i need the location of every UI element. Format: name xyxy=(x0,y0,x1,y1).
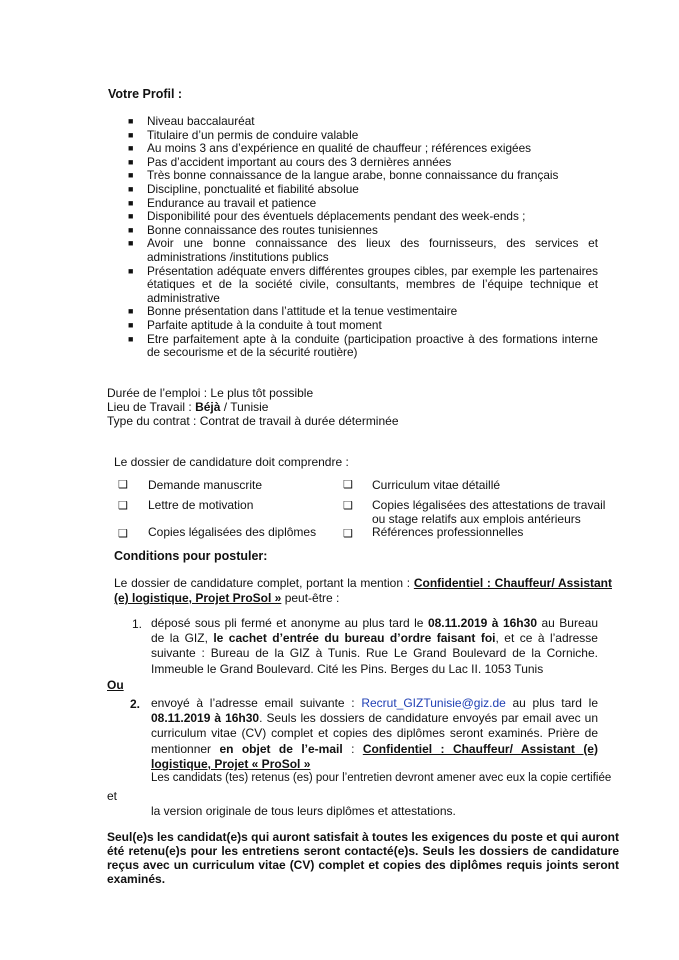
bullet-icon: ■ xyxy=(128,156,134,167)
list-item: ■ Au moins 3 ans d’expérience en qualité de chauffeur ; références exigées xyxy=(128,141,532,156)
checkbox-icon: ❑ xyxy=(343,500,353,512)
profile-title: Votre Profil : xyxy=(108,87,183,101)
retenus-note: Les candidats (tes) retenus (es) pour l’entretien devront amener avec eux la copie certifiée xyxy=(151,772,612,784)
bullet-icon: ■ xyxy=(128,116,134,126)
list-item: Copies légalisées des attestations de travail ou stage relatifs aux emplois antérieurs xyxy=(372,498,606,526)
bullet-icon: ■ xyxy=(128,238,134,249)
list-item: ■ Niveau baccalauréat xyxy=(128,114,255,128)
footer-note: Seul(e)s les candidat(e)s qui auront satisfait à toutes les exigences du poste et qui auront été retenu(e)s pour les entretiens seront contacté(e)s. Seuls les dossiers de candidature reçus avec un curriculum vitae (CV) complet et copies des diplômes requis joints seront examinés. xyxy=(107,830,619,886)
list-item: ■ Discipline, ponctualité et fiabilité absolue xyxy=(128,181,359,196)
list-item: ■ Bonne présentation dans l’attitude et la tenue vestimentaire xyxy=(128,304,458,319)
dossier-intro: Le dossier de candidature doit comprendre : xyxy=(114,455,349,469)
list-item: ■ Pas d’accident important au cours des 3 dernières années xyxy=(128,154,452,169)
list-item: ■ Disponibilité pour des éventuels déplacements pendant des week-ends ; xyxy=(128,209,526,224)
job-contract-type: Type du contrat : Contrat de travail à durée déterminée xyxy=(107,414,399,428)
bullet-icon: ■ xyxy=(128,197,134,208)
list-item: ■ Endurance au travail et patience xyxy=(128,195,317,210)
list-item: ■ Parfaite aptitude à la conduite à tout moment xyxy=(128,317,382,332)
bullet-icon: ■ xyxy=(128,170,134,181)
conditions-intro: Le dossier de candidature complet, portant la mention : Confidentiel : Chauffeur/ Assistant (e) logistique, Projet ProSol » peut-être : xyxy=(114,576,612,606)
option-number: 1. xyxy=(132,617,143,631)
checkbox-icon: ❑ xyxy=(343,479,353,491)
list-item: ■ Présentation adéquate envers différentes groupes cibles, par exemple les partenaires étatiques et de la société civile, consultants, membres de l’équipe technique et administrative xyxy=(128,263,598,305)
list-item: ■ Bonne connaissance des routes tunisiennes xyxy=(128,222,378,237)
option-deposit-text: déposé sous pli fermé et anonyme au plus tard le 08.11.2019 à 16h30 au Bureau de la GIZ, le cachet d’entrée du bureau d’ordre faisant foi, et ce à l’adresse suivante : Bureau de la GIZ à Tunis. Rue Le Grand Boulevard de la Corniche. Immeuble le Grand Boulevard. Cité les Pins. Berges du Lac II. 1053 Tunis xyxy=(151,616,598,676)
job-location: Lieu de Travail : Béjà / Tunisie xyxy=(107,400,269,414)
list-item: Références professionnelles xyxy=(372,525,524,539)
ou-separator: Ou xyxy=(107,678,124,692)
checkbox-icon: ❑ xyxy=(118,500,128,512)
checkbox-icon: ❑ xyxy=(118,528,128,540)
list-item: ■ Avoir une bonne connaissance des lieux des fournisseurs, des services et administrations /institutions publics xyxy=(128,236,598,264)
option-number: 2. xyxy=(130,697,141,711)
list-item: ■ Etre parfaitement apte à la conduite (participation proactive à des formations interne de secourisme et de la sécurité routière) xyxy=(128,331,598,360)
bullet-icon: ■ xyxy=(128,129,134,140)
checkbox-icon: ❑ xyxy=(118,479,128,491)
list-item: ■ Titulaire d’un permis de conduire valable xyxy=(128,127,359,142)
bullet-icon: ■ xyxy=(128,319,134,330)
list-item: ■ Très bonne connaissance de la langue arabe, bonne connaissance du français xyxy=(128,168,559,183)
checkbox-icon: ❑ xyxy=(343,528,353,540)
job-duration: Durée de l’emploi : Le plus tôt possible xyxy=(107,386,314,400)
bullet-icon: ■ xyxy=(128,306,134,317)
et-text: et xyxy=(107,789,118,803)
profile-list xyxy=(128,115,598,360)
option-email-text: envoyé à l’adresse email suivante : Recrut_GIZTunisie@giz.de au plus tard le 08.11.2019 à 16h30. Seuls les dossiers de candidature envoyés par email avec un curriculum vitae (CV) complet et copies des diplômes seront examinés. Prière de mentionner en objet de l’e-mail : Confidentiel : Chauffeur/ Assistant (e) logistique, Projet « ProSol » xyxy=(151,696,599,771)
bullet-icon: ■ xyxy=(128,224,134,235)
version-note: la version originale de tous leurs diplômes et attestations. xyxy=(151,804,456,818)
bullet-icon: ■ xyxy=(128,211,134,222)
list-item: Copies légalisées des diplômes xyxy=(148,525,317,539)
bullet-icon: ■ xyxy=(128,333,134,344)
bullet-icon: ■ xyxy=(128,265,134,276)
list-item: Curriculum vitae détaillé xyxy=(372,478,501,492)
conditions-title: Conditions pour postuler: xyxy=(114,549,268,563)
list-item: Demande manuscrite xyxy=(148,478,263,492)
list-item: Lettre de motivation xyxy=(148,498,254,512)
bullet-icon: ■ xyxy=(128,183,134,194)
bullet-icon: ■ xyxy=(128,143,134,154)
email-link[interactable]: Recrut_GIZTunisie@giz.de xyxy=(361,696,506,710)
